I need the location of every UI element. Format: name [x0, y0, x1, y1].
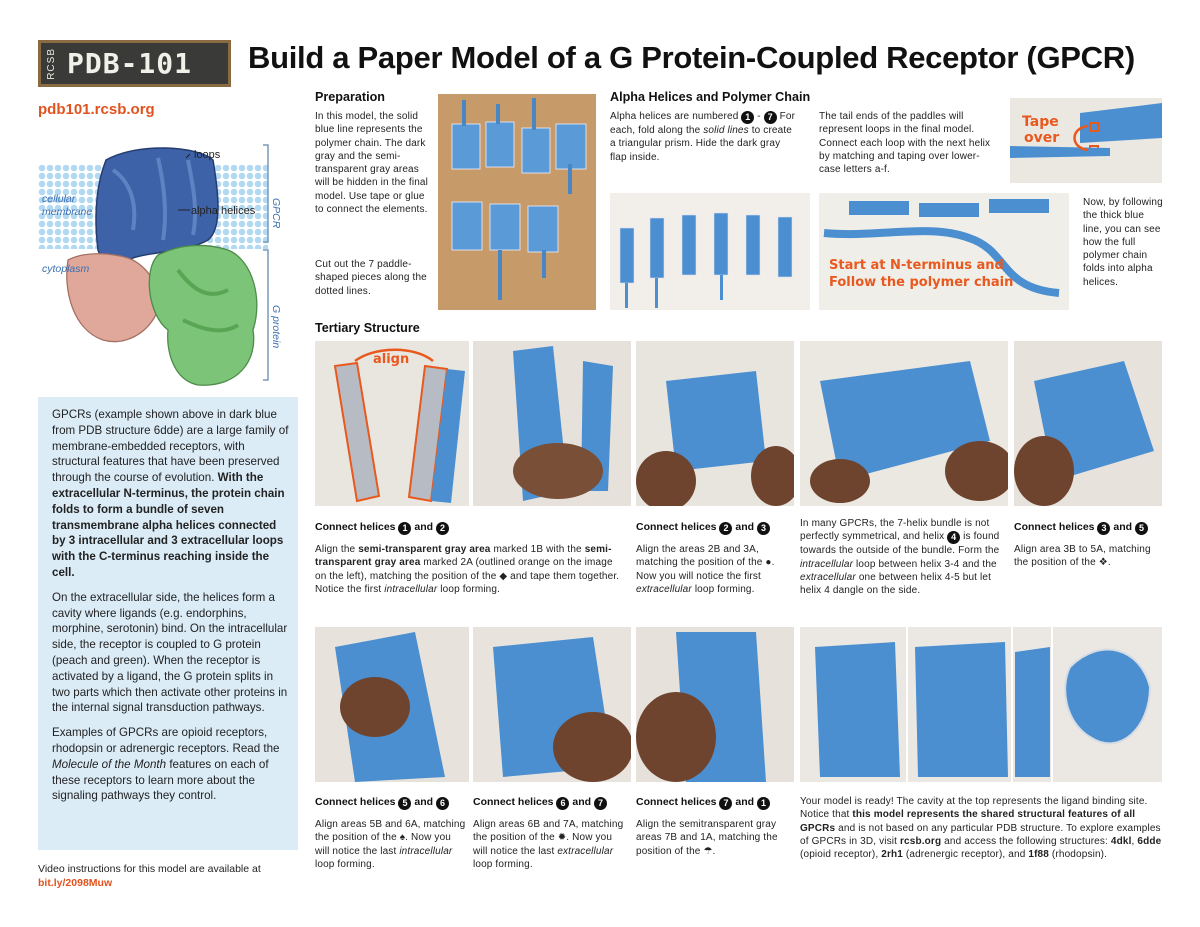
preparation-text-1: In this model, the solid blue line represents the polymer chain. The dark gray and the semi-transparent gray areas will be hidden in the final model. Use tape or glue to connect the elements.	[315, 111, 429, 216]
logo-rcsb: RCSB	[46, 47, 57, 80]
fig-label-cellular: cellular	[42, 193, 76, 205]
intro-paragraph-2: On the extracellular side, the helices form a cavity where ligands (e.g. endorphins, morphine, serotonin) bind. On the intracellular side, the receptor is coupled to G protein (peach and green). When the receptor is activated by a ligand, the G protein splits in two parts which then activate other proteins in the internal signal transduction pathways.	[52, 590, 288, 715]
photo-finished-model	[800, 627, 1162, 782]
step4-text: Align area 3B to 5A, matching the position of the ❖.	[1014, 544, 1151, 569]
annot-over: over	[1024, 130, 1060, 146]
annot-follow: Follow the polymer chain	[829, 275, 1014, 290]
annot-align: align	[373, 352, 410, 367]
photo-step-3	[636, 341, 794, 506]
preparation-heading: Preparation	[315, 90, 385, 104]
video-note: Video instructions for this model are available at bit.ly/2098Muw	[38, 862, 288, 890]
photo-step-6	[315, 627, 469, 782]
page-title: Build a Paper Model of a G Protein-Coupled Receptor (GPCR)	[248, 40, 1135, 75]
step5-caption: Connect helices 5 and 6	[315, 796, 449, 810]
photo-step-2	[473, 341, 631, 506]
preparation-text-2: Cut out the 7 paddle-shaped pieces along the dotted lines.	[315, 259, 427, 297]
photo-folded-prisms	[610, 193, 810, 310]
alpha-text-3: Now, by following the thick blue line, you can see how the full polymer chain folds into alpha helices.	[1083, 197, 1163, 288]
alpha-heading: Alpha Helices and Polymer Chain	[610, 90, 811, 104]
fig-label-loops: loops	[194, 149, 221, 161]
intro-paragraph-1: GPCRs (example shown above in dark blue from PDB structure 6dde) are a large family of membrane-embedded receptors, with structural features that have been preserved through the course of evolution. With the extracellular N-terminus, the protein chain folds to form a bundle of seven transmembrane alpha helices connected by 3 intracellular and 3 extracellular loops with the C-terminus reaching inside the cell.	[52, 408, 289, 579]
site-link[interactable]: pdb101.rcsb.org	[38, 101, 155, 118]
step7-caption: Connect helices 7 and 1	[636, 796, 770, 810]
step2-text: Align the areas 2B and 3A, matching the position of the ●. Now you will notice the first extracellular loop forming.	[636, 544, 775, 595]
fig-label-gprotein: G protein	[270, 305, 282, 349]
fig-label-gpcr: GPCR	[270, 198, 282, 229]
step7-text: Align the semitransparent gray areas 7B and 1A, matching the position of the ☂.	[636, 819, 778, 857]
fig-label-cytoplasm: cytoplasm	[42, 263, 90, 275]
step2-caption: Connect helices 2 and 3	[636, 521, 770, 535]
pdb101-logo	[38, 40, 231, 87]
photo-polymer-chain	[819, 193, 1069, 310]
helix-number-1: 1	[741, 111, 754, 124]
step3-text: In many GPCRs, the 7-helix bundle is not perfectly symmetrical, and helix 4 is found towards the outside of the bundle. Form the intracellular loop between helix 3-4 and the extracellular one between helix 4-5 but let helix 4 dangle on the side.	[800, 518, 1000, 597]
alpha-text-1: Alpha helices are numbered 1 - 7 For each, fold along the solid lines to create a triangular prism. Hide the dark gray flap inside.	[610, 111, 796, 163]
photo-step-7	[473, 627, 631, 782]
photo-paddle-cutouts	[438, 94, 596, 310]
step4-caption: Connect helices 3 and 5	[1014, 521, 1148, 535]
final-text: Your model is ready! The cavity at the top represents the ligand binding site. Notice that this model represents the shared structural features of all GPCRs and is not based on any particular PDB structure. To explore examples of GPCRs in 3D, visit rcsb.org and access the following structures: 4dkl, 6dde (opioid receptor), 2rh1 (adrenergic receptor), and 1f88 (rhodopsin).	[800, 796, 1162, 861]
video-link[interactable]: bit.ly/2098Muw	[38, 877, 113, 889]
step5-text: Align areas 5B and 6A, matching the position of the ♠. Now you will notice the last intracellular loop forming.	[315, 819, 466, 870]
annot-tape: Tape	[1022, 114, 1059, 130]
photo-step-8	[636, 627, 794, 782]
gpcr-structure-figure	[38, 140, 300, 390]
helix-number-7: 7	[764, 111, 777, 124]
tertiary-heading: Tertiary Structure	[315, 321, 420, 335]
annot-start: Start at N-terminus and	[829, 258, 1004, 273]
fig-label-alpha-helices: alpha helices	[191, 205, 256, 217]
photo-step-4	[800, 341, 1008, 506]
photo-tape-over	[1010, 98, 1162, 183]
fig-label-membrane: membrane	[42, 206, 93, 218]
intro-panel	[38, 397, 298, 850]
photo-step-1	[315, 341, 469, 506]
logo-pdb101: PDB-101	[67, 47, 193, 80]
step1-caption: Connect helices 1 and 2	[315, 521, 449, 535]
step6-caption: Connect helices 6 and 7	[473, 796, 607, 810]
alpha-text-2: The tail ends of the paddles will represent loops in the final model. Connect each loop with the next helix by matching and taping over lower-case letters a-f.	[819, 111, 991, 176]
photo-step-5	[1014, 341, 1162, 506]
step6-text: Align areas 6B and 7A, matching the position of the ✹. Now you will notice the last extracellular loop forming.	[473, 819, 624, 870]
step1-text: Align the semi-transparent gray area marked 1B with the semi-transparent gray area marked 2A (outlined orange on the image on the left), matching the position of the ◆ and tape them together. Notice the first intracellular loop forming.	[315, 544, 620, 595]
intro-paragraph-3: Examples of GPCRs are opioid receptors, rhodopsin or adrenergic receptors. Read the Molecule of the Month features on each of these receptors to learn more about the signaling pathways they control.	[52, 726, 280, 803]
